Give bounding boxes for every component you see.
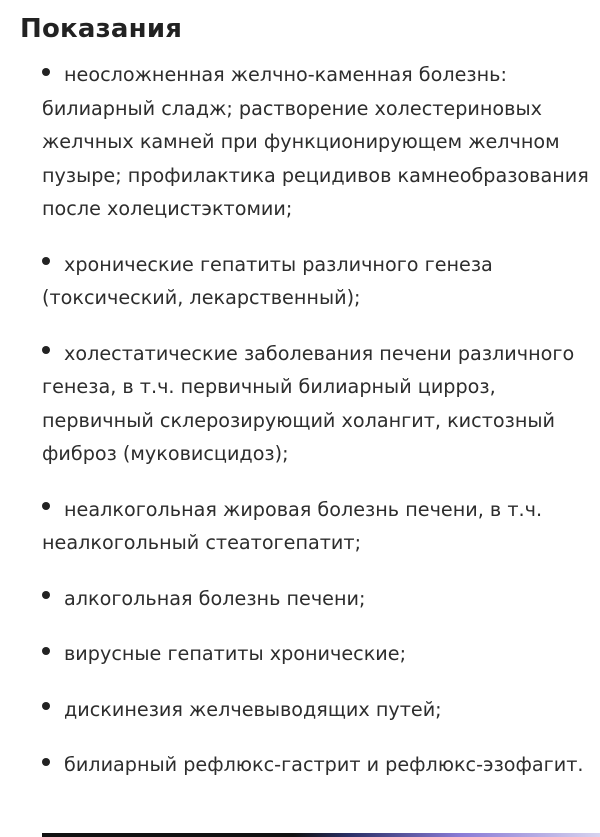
- bullet-icon: [42, 647, 50, 655]
- bullet-icon: [42, 758, 50, 766]
- bottom-banner-edge: [42, 833, 600, 837]
- list-item-text: билиарный рефлюкс-гастрит и рефлюкс-эзофагит.: [64, 753, 584, 776]
- list-item-text: алкогольная болезнь печени;: [64, 586, 366, 610]
- list-item-text: вирусные гепатиты хронические;: [64, 642, 407, 665]
- list-item-text: холестатические заболевания печени различного генеза, в т.ч. первичный билиарный цирроз, первичный склерозирующий холангит, кистозный фиброз (муковисцидоз);: [42, 341, 575, 465]
- list-item: [42, 493, 590, 560]
- bullet-icon: [42, 502, 50, 510]
- indications-list: [42, 58, 590, 804]
- list-item: [42, 637, 590, 671]
- list-item: [42, 582, 590, 616]
- page-title: Показания: [20, 14, 183, 44]
- list-item: [42, 693, 590, 727]
- list-item-text: хронические гепатиты различного генеза (токсический, лекарственный);: [42, 252, 493, 309]
- bullet-icon: [42, 702, 50, 710]
- list-item: [42, 748, 590, 782]
- list-item-text: неалкогольная жировая болезнь печени, в т.ч. неалкогольный стеатогепатит;: [42, 497, 543, 554]
- list-item: [42, 337, 590, 471]
- bullet-icon: [42, 346, 50, 354]
- list-item: [42, 248, 590, 315]
- list-item: [42, 58, 590, 226]
- list-item-text: дискинезия желчевыводящих путей;: [64, 697, 442, 721]
- bullet-icon: [42, 591, 50, 599]
- bullet-icon: [42, 68, 50, 76]
- bullet-icon: [42, 257, 50, 265]
- list-item-text: неосложненная желчно-каменная болезнь: билиарный сладж; растворение холестериновых желчных камней при функционирующем желчном пузыре; профилактика рецидивов камнеобразования после холецистэктомии;: [42, 63, 589, 220]
